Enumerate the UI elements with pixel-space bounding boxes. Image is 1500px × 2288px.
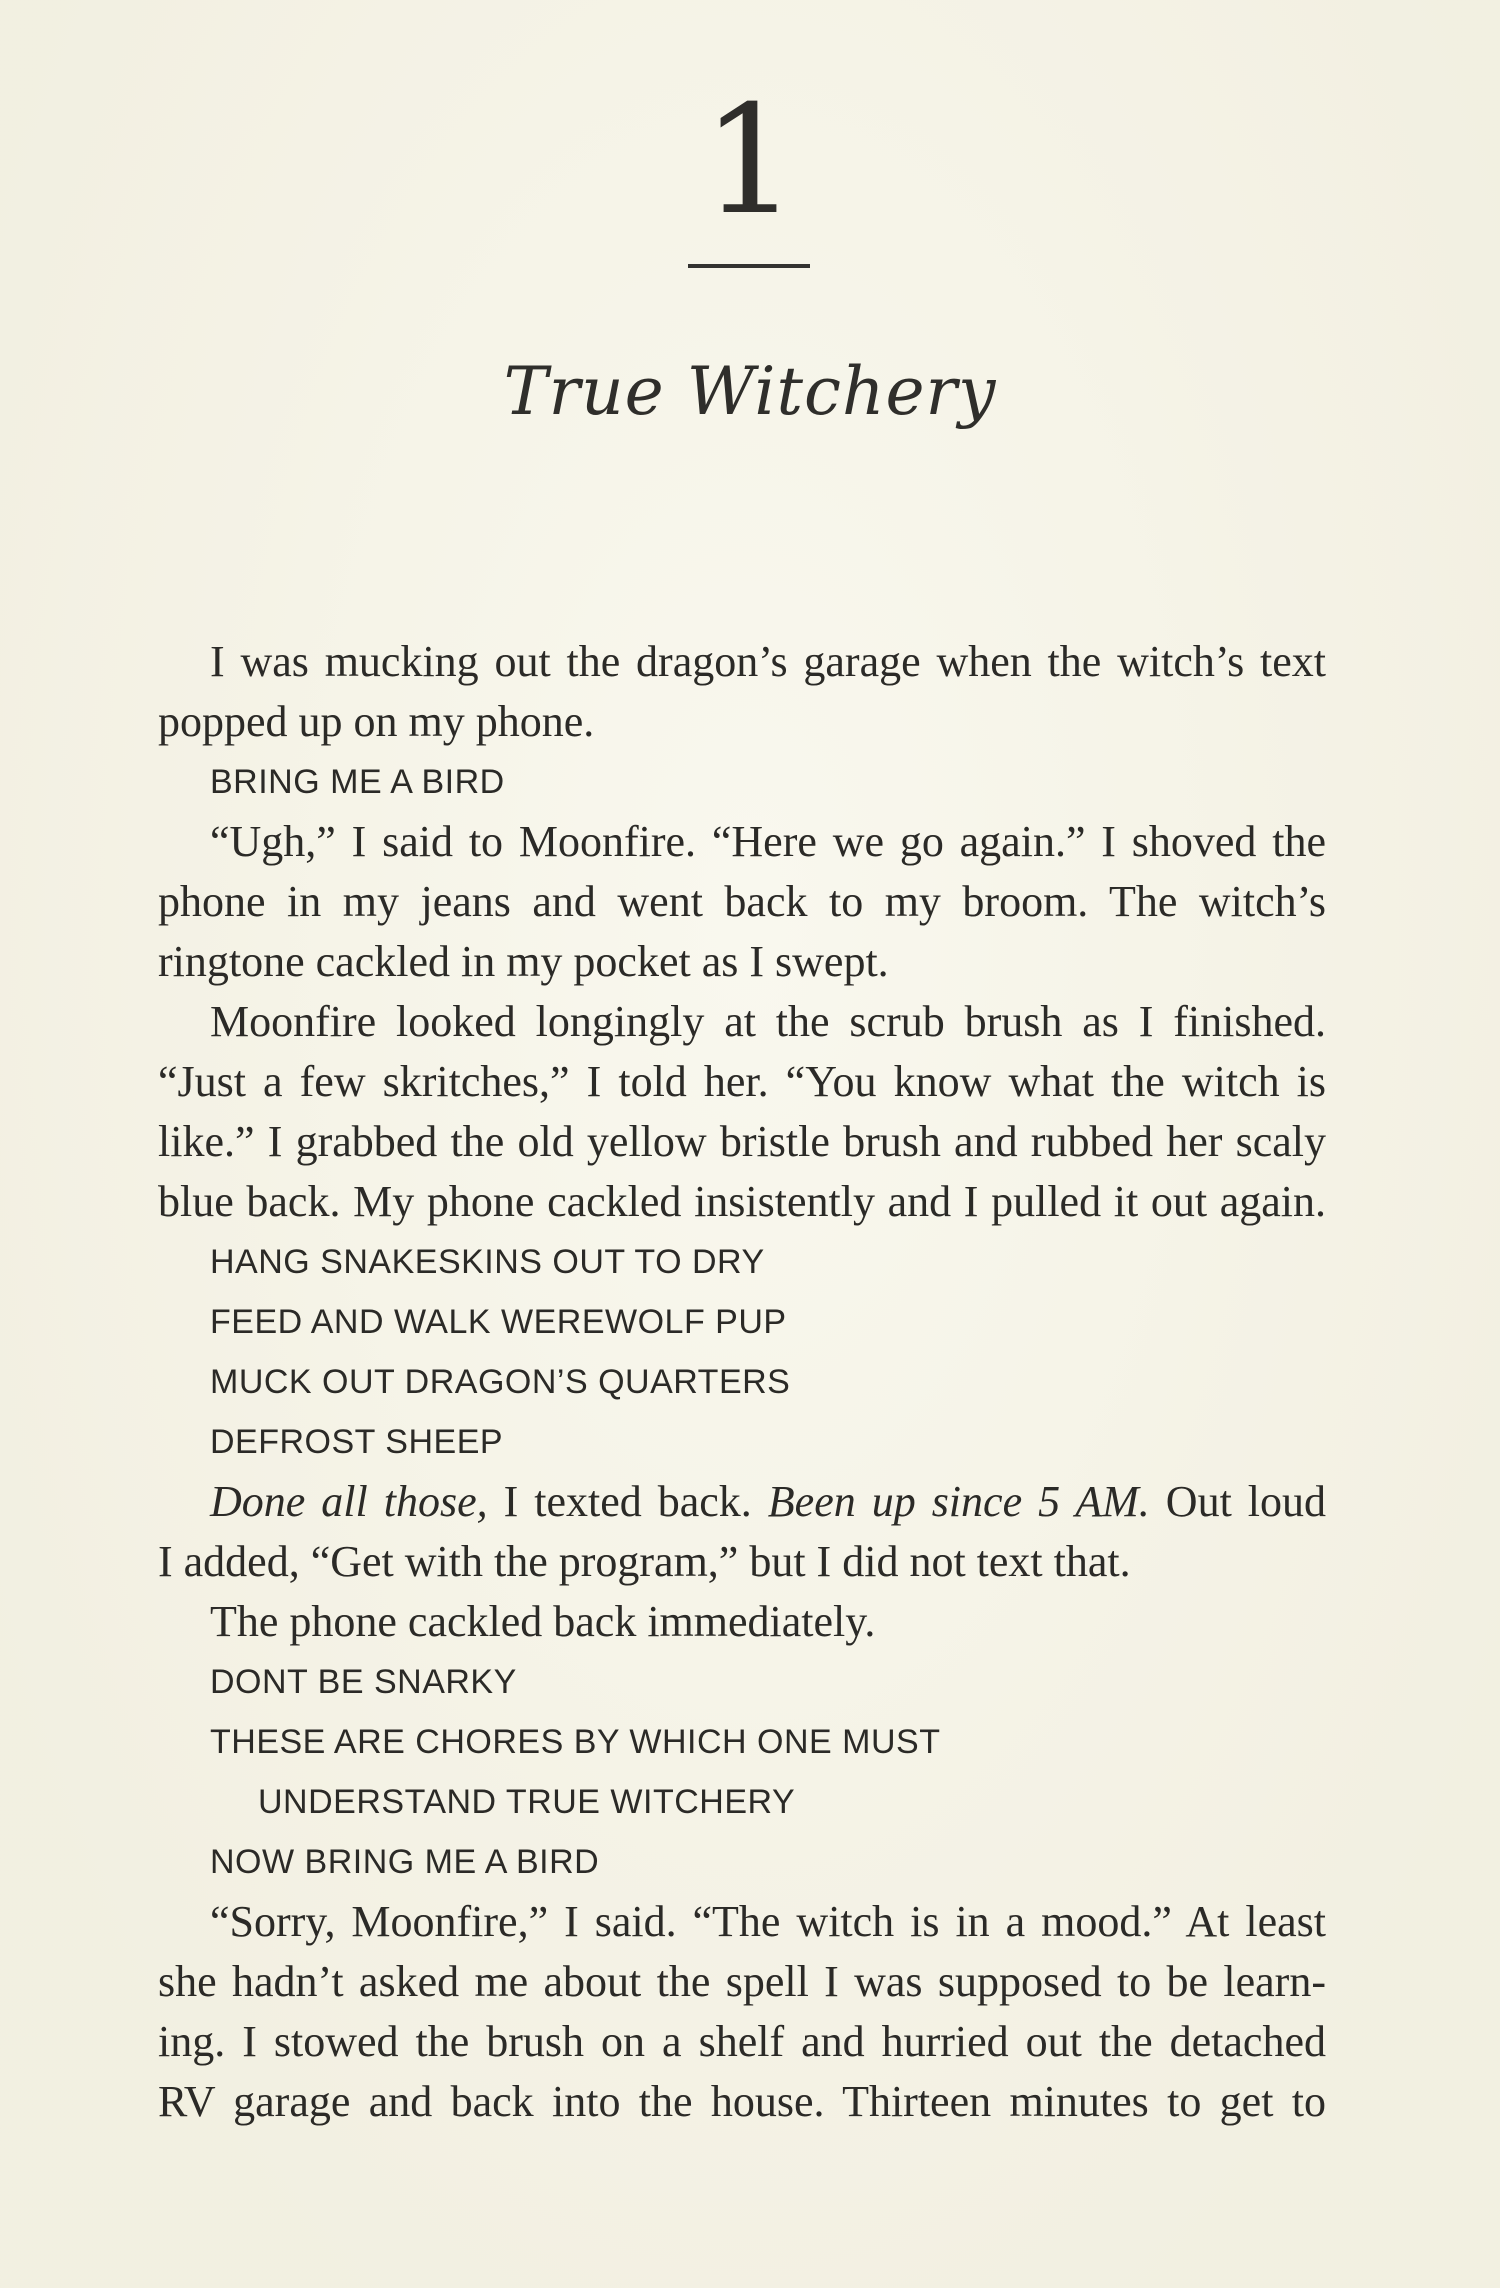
paragraph-line: like.” I grabbed the old yellow bristle brush and rubbed her scaly — [158, 1117, 1326, 1166]
paragraph-line: “Sorry, Moonfire,” I said. “The witch is in a mood.” At least — [210, 1897, 1326, 1946]
paragraph-line: The phone cackled back immediately. — [210, 1597, 876, 1646]
chapter-title: True Witchery — [503, 353, 997, 430]
plain-text: Out loud — [1149, 1477, 1327, 1526]
paragraph-line: “Ugh,” I said to Moonfire. “Here we go again.” I shoved the — [210, 817, 1326, 866]
paragraph-line — [158, 1472, 1326, 1532]
text-message-line: FEED AND WALK WEREWOLF PUP — [210, 1303, 787, 1341]
text-message-line: UNDERSTAND TRUE WITCHERY — [258, 1783, 796, 1821]
paragraph-line: popped up on my phone. — [158, 697, 595, 746]
plain-text: I texted back. — [487, 1477, 768, 1526]
chapter-divider — [688, 264, 810, 268]
text-message-line: BRING ME A BIRD — [210, 763, 505, 801]
paragraph-line: Moonfire looked longingly at the scrub brush as I finished. — [210, 997, 1326, 1046]
italic-text: Done all those, — [210, 1477, 488, 1526]
text-message-line: HANG SNAKESKINS OUT TO DRY — [210, 1243, 765, 1281]
italic-text: Been up since 5 AM. — [767, 1477, 1150, 1526]
text-message-line: THESE ARE CHORES BY WHICH ONE MUST — [210, 1723, 941, 1761]
text-message-line: DONT BE SNARKY — [210, 1663, 517, 1701]
paragraph-line: I was mucking out the dragon’s garage when the witch’s text — [210, 637, 1326, 686]
text-message-line: DEFROST SHEEP — [210, 1423, 504, 1461]
paragraph-line: RV garage and back into the house. Thirteen minutes to get to — [158, 2077, 1326, 2126]
paragraph-line: blue back. My phone cackled insistently and I pulled it out again. — [158, 1177, 1326, 1226]
text-message-line: MUCK OUT DRAGON’S QUARTERS — [210, 1363, 791, 1401]
paragraph-line: phone in my jeans and went back to my broom. The witch’s — [158, 877, 1326, 926]
paragraph-line: ringtone cackled in my pocket as I swept. — [158, 937, 889, 986]
chapter-body — [158, 632, 1326, 2132]
paragraph-line: I added, “Get with the program,” but I did not text that. — [158, 1537, 1131, 1586]
text-message-line: NOW BRING ME A BIRD — [210, 1843, 600, 1881]
paragraph-line: she hadn’t asked me about the spell I was supposed to be learn- — [158, 1957, 1326, 2006]
paragraph-line: ing. I stowed the brush on a shelf and hurried out the detached — [158, 2017, 1326, 2066]
paragraph-line: “Just a few skritches,” I told her. “You know what the witch is — [158, 1057, 1326, 1106]
chapter-number: 1 — [702, 74, 798, 248]
